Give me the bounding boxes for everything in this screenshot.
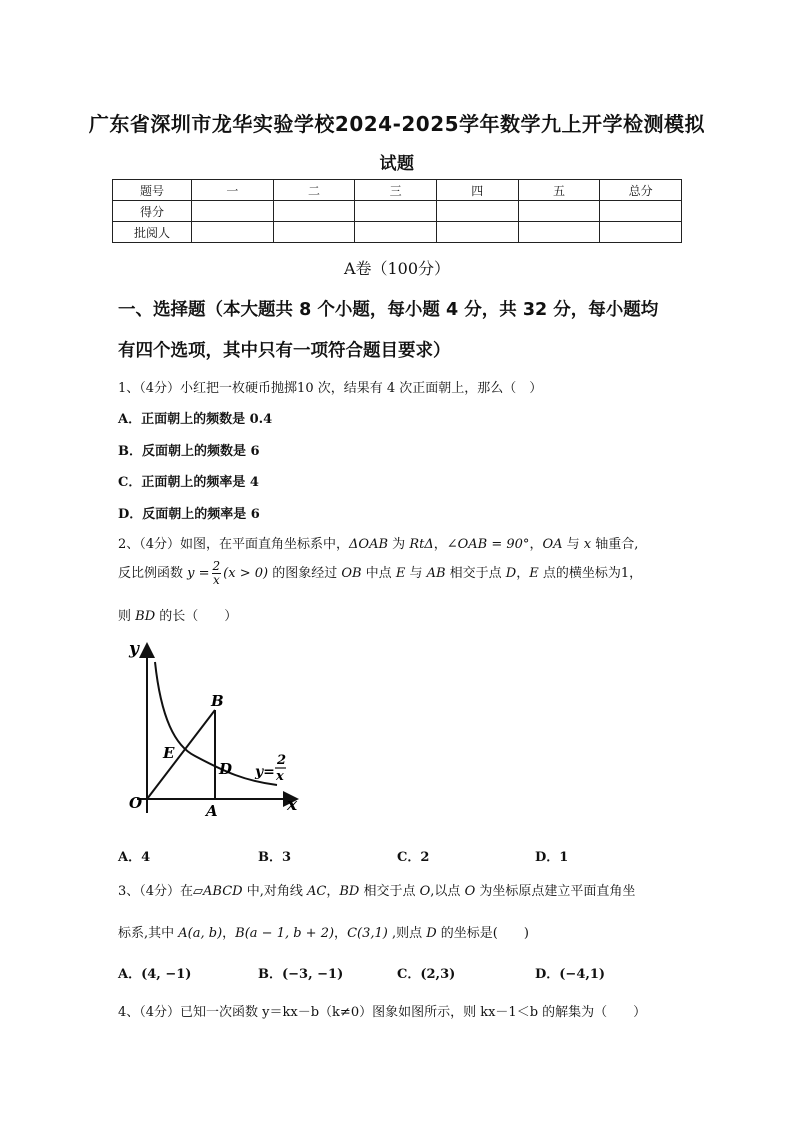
function-label: y= bbox=[255, 764, 275, 780]
text: 相交于点 bbox=[445, 566, 506, 581]
math: A(a, b) bbox=[178, 926, 223, 941]
math: AC bbox=[307, 884, 327, 899]
table-header-cell: 一 bbox=[192, 180, 274, 201]
q1-option-b: B．反面朝上的频数是 6 bbox=[118, 444, 260, 459]
table-cell bbox=[600, 201, 682, 222]
section-heading-line-1: 一、选择题（本大题共 8 个小题，每小题 4 分，共 32 分，每小题均 bbox=[118, 300, 659, 320]
title-line-2: 试题 bbox=[379, 154, 415, 174]
text: ， bbox=[222, 926, 236, 941]
q1-stem: 1、（4分）小红把一枚硬币抛掷10 次，结果有 4 次正面朝上，那么（ ） bbox=[118, 381, 543, 396]
fraction bbox=[212, 560, 222, 587]
label-y: y bbox=[129, 639, 139, 659]
table-cell bbox=[600, 222, 682, 243]
math: ΔOAB bbox=[349, 537, 389, 552]
q1-option-c: C．正面朝上的频率是 4 bbox=[118, 475, 259, 490]
math: ∠OAB = 90° bbox=[446, 537, 530, 552]
label-e: E bbox=[163, 744, 175, 762]
math: C(3,1) bbox=[347, 926, 388, 941]
q2-graph bbox=[115, 638, 315, 828]
text: 反比例函数 bbox=[118, 566, 188, 581]
function-denominator: x bbox=[276, 769, 284, 784]
table-row-label: 得分 bbox=[113, 201, 192, 222]
text: ， bbox=[516, 566, 530, 581]
text: 与 bbox=[562, 537, 584, 552]
table-cell bbox=[273, 222, 355, 243]
math: O bbox=[464, 884, 476, 899]
text: 标系,其中 bbox=[118, 926, 179, 941]
table-header-cell: 四 bbox=[436, 180, 518, 201]
label-d: D bbox=[219, 760, 233, 778]
section-heading-line-2: 有四个选项，其中只有一项符合题目要求） bbox=[118, 341, 451, 361]
label-x: x bbox=[287, 795, 298, 815]
q2-stem-line-3 bbox=[118, 605, 237, 624]
text: 相交于点 bbox=[359, 884, 420, 899]
math: OA bbox=[542, 537, 563, 552]
text: 中,对角线 bbox=[242, 884, 308, 899]
q1-option-d: D．反面朝上的频率是 6 bbox=[118, 507, 260, 522]
table-header-cell: 三 bbox=[355, 180, 437, 201]
table-cell bbox=[192, 201, 274, 222]
q2-option-d: D．1 bbox=[535, 850, 569, 865]
math: x bbox=[583, 537, 592, 552]
segment-ob bbox=[147, 710, 215, 799]
q2-stem-line-2 bbox=[118, 560, 642, 587]
text: 的坐标是( ) bbox=[436, 926, 529, 941]
table-cell bbox=[518, 201, 600, 222]
text: ,以点 bbox=[430, 884, 465, 899]
q2-option-c: C．2 bbox=[397, 850, 430, 865]
table-cell bbox=[355, 201, 437, 222]
math: OB bbox=[341, 566, 362, 581]
title-line-1: 广东省深圳市龙华实验学校2024-2025学年数学九上开学检测模拟 bbox=[88, 112, 706, 136]
math: D bbox=[426, 926, 437, 941]
q3-stem-line-1 bbox=[118, 880, 635, 899]
score-table bbox=[112, 179, 682, 243]
text: 与 bbox=[405, 566, 427, 581]
text: 2、（4分）如图，在平面直角坐标系中， bbox=[118, 537, 350, 552]
math: BD bbox=[135, 609, 156, 624]
table-header-cell: 二 bbox=[273, 180, 355, 201]
q3-option-b: B．(−3, −1) bbox=[258, 967, 344, 982]
q2-stem-line-1 bbox=[118, 533, 638, 552]
text: ， bbox=[326, 884, 340, 899]
table-row bbox=[113, 222, 682, 243]
text: 为 bbox=[388, 537, 410, 552]
q3-option-a: A．(4, −1) bbox=[118, 967, 192, 982]
text: ， bbox=[334, 926, 348, 941]
table-header-cell: 总分 bbox=[600, 180, 682, 201]
text: 中点 bbox=[361, 566, 396, 581]
q3-option-c: C．(2,3) bbox=[397, 967, 456, 982]
q1-option-a: A．正面朝上的频数是 0.4 bbox=[118, 412, 273, 427]
math: B(a − 1, b + 2) bbox=[235, 926, 335, 941]
math: AB bbox=[426, 566, 446, 581]
table-cell bbox=[436, 201, 518, 222]
math: BD bbox=[339, 884, 360, 899]
q4-stem: 4、（4分）已知一次函数 y＝kx－b（k≠0）图象如图所示，则 kx－1＜b 的解集为（ ） bbox=[118, 1005, 647, 1020]
score-table-header-row bbox=[113, 180, 682, 201]
table-header-cell: 题号 bbox=[113, 180, 192, 201]
math: O bbox=[419, 884, 431, 899]
table-cell bbox=[436, 222, 518, 243]
text: 的长（ ） bbox=[155, 609, 238, 624]
section-title: A卷（100分） bbox=[343, 259, 451, 278]
denominator: x bbox=[212, 573, 220, 587]
table-cell bbox=[355, 222, 437, 243]
text: 为坐标原点建立平面直角坐 bbox=[475, 884, 636, 899]
table-row-label: 批阅人 bbox=[113, 222, 192, 243]
math: E bbox=[395, 566, 406, 581]
table-cell bbox=[273, 201, 355, 222]
table-header-cell: 五 bbox=[518, 180, 600, 201]
text: 轴重合, bbox=[591, 537, 639, 552]
q3-stem-line-2 bbox=[118, 922, 529, 941]
text: ， bbox=[433, 537, 447, 552]
function-numerator: 2 bbox=[277, 753, 287, 768]
math: ▱ABCD bbox=[193, 884, 243, 899]
table-cell bbox=[192, 222, 274, 243]
q2-option-a: A．4 bbox=[118, 850, 151, 865]
q3-option-d: D．(−4,1) bbox=[535, 967, 606, 982]
label-a: A bbox=[206, 802, 218, 820]
text: ,则点 bbox=[387, 926, 427, 941]
label-b: B bbox=[211, 692, 224, 710]
math: RtΔ bbox=[409, 537, 434, 552]
text: 3、（4分）在 bbox=[118, 884, 194, 899]
text: 点的横坐标为1， bbox=[538, 566, 643, 581]
math: D bbox=[505, 566, 517, 581]
math: y = bbox=[187, 566, 210, 581]
label-o: O bbox=[129, 794, 143, 812]
q2-option-b: B．3 bbox=[258, 850, 292, 865]
table-cell bbox=[518, 222, 600, 243]
text: 则 bbox=[118, 609, 136, 624]
math: E bbox=[529, 566, 539, 581]
text: ， bbox=[529, 537, 543, 552]
math: (x > 0) bbox=[223, 566, 269, 581]
text: 的图象经过 bbox=[268, 566, 342, 581]
numerator: 2 bbox=[212, 559, 221, 573]
table-row bbox=[113, 201, 682, 222]
